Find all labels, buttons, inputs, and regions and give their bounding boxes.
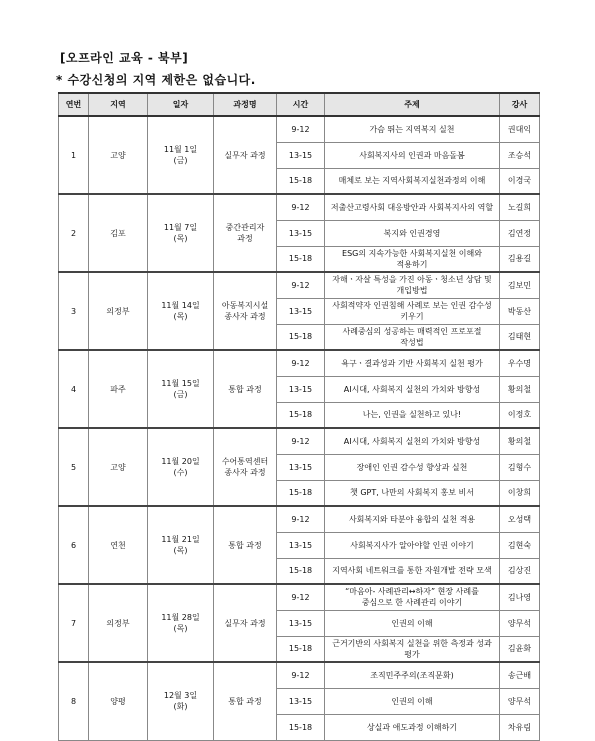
row-course <box>214 194 277 272</box>
row-region: 파주 <box>89 350 148 428</box>
row-date-line1: 11월 7일 <box>163 223 198 232</box>
row-topic-line1: 장애인 인권 감수성 향상과 실천 <box>356 462 468 472</box>
row-topic <box>325 480 500 506</box>
row-course-line2: 과정 <box>237 234 253 243</box>
row-topic-line1: 챗 GPT, 나만의 사회복지 홍보 비서 <box>350 488 474 498</box>
row-topic <box>325 558 500 584</box>
row-instructor: 김용길 <box>500 246 540 272</box>
row-topic <box>325 376 500 402</box>
row-date-line2: (수) <box>173 468 188 477</box>
row-time: 15-18 <box>277 558 325 584</box>
row-region: 고양 <box>89 428 148 506</box>
row-date <box>148 116 214 194</box>
row-instructor: 우수명 <box>500 350 540 376</box>
row-topic <box>325 402 500 428</box>
row-topic <box>325 428 500 454</box>
row-no: 6 <box>59 506 89 584</box>
row-topic-line1: 상실과 애도과정 이해하기 <box>366 722 458 732</box>
row-instructor: 이경국 <box>500 168 540 194</box>
row-course-line2: 종사자 과정 <box>224 312 266 321</box>
row-time: 13-15 <box>277 688 325 714</box>
row-instructor: 황의철 <box>500 428 540 454</box>
row-time: 9-12 <box>277 194 325 220</box>
row-topic-line1: 조직민주주의(조직문화) <box>370 670 454 680</box>
row-date-line2: (목) <box>173 624 188 633</box>
row-topic <box>325 350 500 376</box>
section-title: [오프라인 교육 - 북부] <box>60 51 189 65</box>
row-time: 15-18 <box>277 324 325 350</box>
row-date <box>148 584 214 662</box>
row-topic <box>325 324 500 350</box>
row-instructor: 황의철 <box>500 376 540 402</box>
row-topic <box>325 168 500 194</box>
row-topic-line1: 가슴 뛰는 지역복지 실천 <box>369 124 455 134</box>
row-region: 양평 <box>89 662 148 740</box>
row-topic-line1: 사례중심의 성공하는 매력적인 프로포절 <box>342 326 482 336</box>
row-course <box>214 350 277 428</box>
row-topic-line1: 인권의 이해 <box>391 696 433 706</box>
row-time: 15-18 <box>277 246 325 272</box>
col-header-no: 연번 <box>59 93 89 116</box>
row-region: 의정부 <box>89 584 148 662</box>
row-course-line1: 중간관리자 <box>225 223 265 232</box>
schedule-table <box>58 92 540 741</box>
row-topic-line2: 개입방법 <box>396 286 428 296</box>
row-time: 13-15 <box>277 220 325 246</box>
row-course <box>214 506 277 584</box>
row-date-line1: 11월 14일 <box>161 301 200 310</box>
col-header-time: 시간 <box>277 93 325 116</box>
row-topic <box>325 454 500 480</box>
row-topic <box>325 610 500 636</box>
row-date <box>148 272 214 350</box>
row-topic <box>325 532 500 558</box>
row-time: 9-12 <box>277 506 325 532</box>
table-row <box>59 662 540 688</box>
row-course <box>214 272 277 350</box>
row-region: 김포 <box>89 194 148 272</box>
row-instructor: 김형수 <box>500 454 540 480</box>
row-time: 15-18 <box>277 168 325 194</box>
header-row <box>59 93 540 116</box>
row-topic-line2: 적용하기 <box>396 259 428 269</box>
row-topic-line2: 키우기 <box>400 312 424 321</box>
schedule-body <box>59 116 540 740</box>
row-course-line1: 실무자 과정 <box>224 618 266 628</box>
row-time: 13-15 <box>277 298 325 324</box>
row-instructor: 권대익 <box>500 116 540 142</box>
row-topic-line1: “마음아- 사례관리↔하자” 현장 사례를 <box>345 587 479 597</box>
row-date <box>148 662 214 740</box>
row-topic-line2: 평가 <box>404 649 420 659</box>
row-course-line1: 통합 과정 <box>228 384 262 394</box>
row-topic <box>325 298 500 324</box>
row-date-line2: (목) <box>173 546 188 555</box>
row-course-line1: 수어통역센터 <box>221 457 269 466</box>
row-date-line2: (금) <box>173 156 188 165</box>
row-topic-line1: 인권의 이해 <box>391 618 433 628</box>
row-time: 13-15 <box>277 454 325 480</box>
row-topic-line1: 지역사회 네트워크를 통한 자원개발 전략 모색 <box>332 566 492 576</box>
row-instructor: 오성택 <box>500 506 540 532</box>
row-topic-line1: ESG의 지속가능한 사회복지실천 이해와 <box>342 248 482 258</box>
table-row <box>59 350 540 376</box>
row-time: 9-12 <box>277 116 325 142</box>
row-date-line2: (목) <box>173 234 188 243</box>
row-topic-line1: 근거기반의 사회복지 실천을 위한 측정과 성과 <box>332 638 492 648</box>
row-date-line1: 11월 20일 <box>161 457 200 466</box>
row-region: 고양 <box>89 116 148 194</box>
row-region: 의정부 <box>89 272 148 350</box>
row-topic <box>325 506 500 532</box>
row-time: 13-15 <box>277 610 325 636</box>
row-instructor: 차유림 <box>500 714 540 740</box>
row-instructor: 김보민 <box>500 272 540 298</box>
row-time: 15-18 <box>277 480 325 506</box>
row-time: 9-12 <box>277 584 325 610</box>
row-date-line2: (화) <box>173 702 188 712</box>
row-topic-line1: 욕구ㆍ결과성과 기반 사회복지 실천 평가 <box>341 358 483 368</box>
col-header-region: 지역 <box>89 93 148 116</box>
row-date-line1: 11월 15일 <box>161 379 200 388</box>
row-instructor: 이정호 <box>500 402 540 428</box>
col-header-topic: 주제 <box>325 93 500 116</box>
table-row <box>59 584 540 610</box>
row-date <box>148 428 214 506</box>
col-header-instructor: 강사 <box>500 93 540 116</box>
row-no: 4 <box>59 350 89 428</box>
row-course <box>214 662 277 740</box>
row-topic-line1: AI시대, 사회복지 실천의 가치와 방향성 <box>343 436 481 446</box>
row-instructor: 이창희 <box>500 480 540 506</box>
row-time: 15-18 <box>277 636 325 662</box>
row-instructor: 송근배 <box>500 662 540 688</box>
row-topic-line1: 매체로 보는 지역사회복지실천과정의 이해 <box>338 176 486 186</box>
row-date-line1: 11월 21일 <box>161 535 200 544</box>
row-instructor: 노길희 <box>500 194 540 220</box>
row-no: 2 <box>59 194 89 272</box>
row-time: 9-12 <box>277 428 325 454</box>
row-course-line1: 통합 과정 <box>228 696 262 706</box>
row-instructor: 조승석 <box>500 142 540 168</box>
row-time: 9-12 <box>277 662 325 688</box>
row-topic-line1: 나는, 인권을 실천하고 있나! <box>362 410 462 420</box>
row-date-line1: 11월 1일 <box>163 145 198 154</box>
row-date-line2: (금) <box>173 390 188 399</box>
row-instructor: 양무석 <box>500 610 540 636</box>
row-time: 9-12 <box>277 272 325 298</box>
row-topic <box>325 116 500 142</box>
row-topic-line1: 복지와 인권경영 <box>383 228 441 238</box>
row-topic <box>325 662 500 688</box>
row-no: 3 <box>59 272 89 350</box>
row-course <box>214 584 277 662</box>
row-topic-line1: 사회적약자 인권침해 사례로 보는 인권 감수성 <box>332 301 492 310</box>
row-topic <box>325 142 500 168</box>
row-date-line1: 11월 28일 <box>161 613 200 622</box>
row-topic <box>325 272 500 298</box>
row-course-line1: 실무자 과정 <box>224 150 266 160</box>
row-date <box>148 506 214 584</box>
row-instructor: 김나영 <box>500 584 540 610</box>
row-topic <box>325 688 500 714</box>
row-topic <box>325 636 500 662</box>
row-time: 13-15 <box>277 376 325 402</box>
row-date <box>148 194 214 272</box>
row-topic-line1: 사회복지와 타분야 융합의 실천 적용 <box>348 514 476 524</box>
row-instructor: 김상진 <box>500 558 540 584</box>
row-topic <box>325 246 500 272</box>
row-course-line1: 아동복지시설 <box>221 301 269 310</box>
row-instructor: 김연정 <box>500 220 540 246</box>
table-row <box>59 428 540 454</box>
col-header-course: 과정명 <box>214 93 277 116</box>
row-course <box>214 428 277 506</box>
row-topic <box>325 194 500 220</box>
table-row <box>59 272 540 298</box>
row-topic-line1: 자해ㆍ자살 특성을 가진 아동ㆍ청소년 상담 및 <box>332 275 492 285</box>
row-instructor: 박동산 <box>500 298 540 324</box>
table-row <box>59 506 540 532</box>
row-instructor: 양무석 <box>500 688 540 714</box>
row-course-line2: 종사자 과정 <box>224 468 266 477</box>
row-instructor: 김현숙 <box>500 532 540 558</box>
row-instructor: 김윤화 <box>500 636 540 662</box>
row-topic-line1: AI시대, 사회복지 실천의 가치와 방향성 <box>343 384 481 394</box>
row-time: 15-18 <box>277 714 325 740</box>
row-topic <box>325 220 500 246</box>
row-no: 5 <box>59 428 89 506</box>
col-header-date: 일자 <box>148 93 214 116</box>
table-row <box>59 194 540 220</box>
row-topic-line2: 작성법 <box>400 337 424 347</box>
region-notice: * 수강신청의 지역 제한은 없습니다. <box>56 73 256 87</box>
row-topic-line1: 사회복지사의 인권과 마음돌봄 <box>359 150 465 160</box>
row-course-line1: 통합 과정 <box>228 540 262 550</box>
row-date <box>148 350 214 428</box>
table-row <box>59 116 540 142</box>
row-time: 13-15 <box>277 142 325 168</box>
row-time: 9-12 <box>277 350 325 376</box>
row-topic-line1: 사회복지사가 알아야할 인권 이야기 <box>350 540 474 550</box>
row-no: 1 <box>59 116 89 194</box>
row-course <box>214 116 277 194</box>
row-topic <box>325 714 500 740</box>
row-region: 연천 <box>89 506 148 584</box>
row-instructor: 김태현 <box>500 324 540 350</box>
row-no: 8 <box>59 662 89 740</box>
row-time: 15-18 <box>277 402 325 428</box>
row-date-line1: 12월 3일 <box>163 691 198 701</box>
row-topic <box>325 584 500 610</box>
row-date-line2: (목) <box>173 312 188 321</box>
row-topic-line1: 저출산고령사회 대응방안과 사회복지사의 역할 <box>330 202 494 212</box>
row-time: 13-15 <box>277 532 325 558</box>
row-no: 7 <box>59 584 89 662</box>
row-topic-line2: 중심으로 한 사례관리 이야기 <box>361 598 463 608</box>
